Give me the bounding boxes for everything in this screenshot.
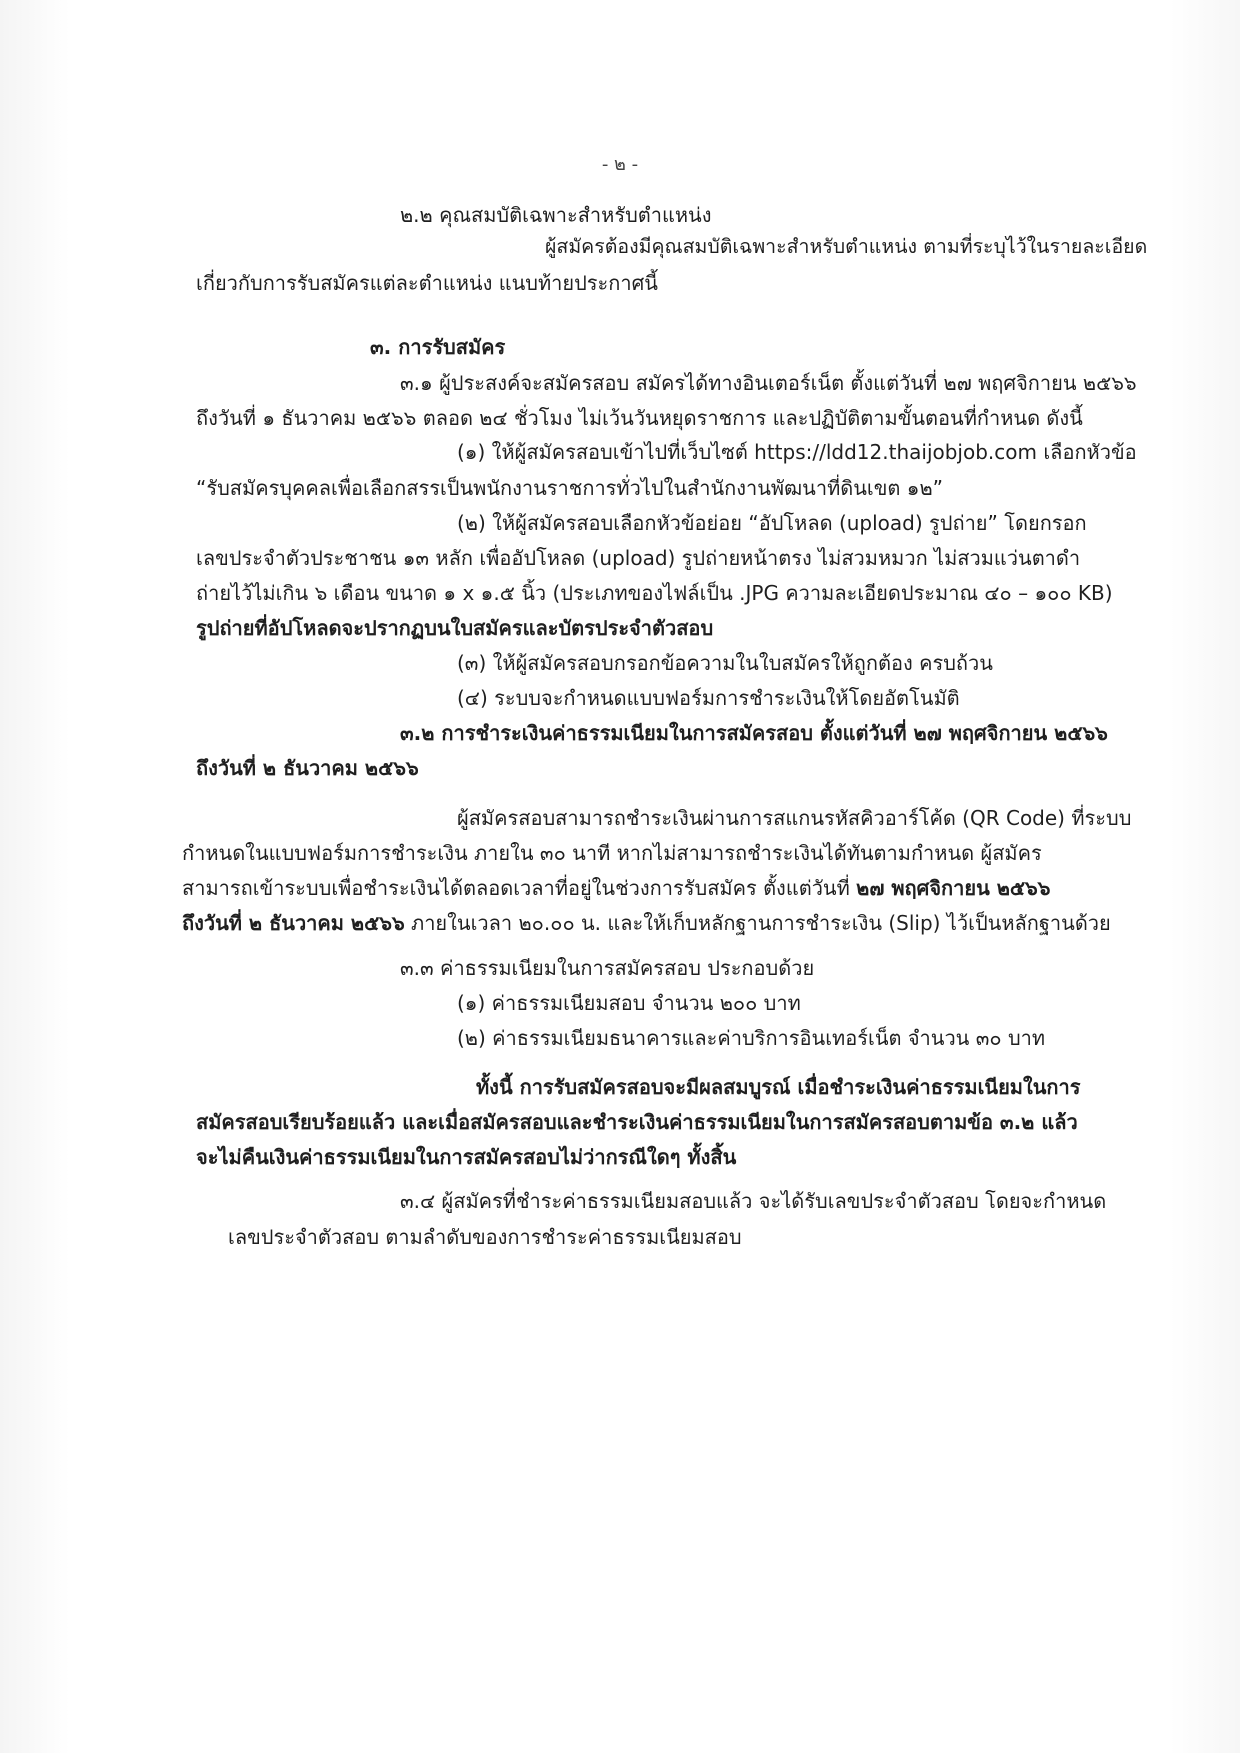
section-3-3-item-2: (๒) ค่าธรรมเนียมธนาคารและค่าบริการอินเทอร์เน็ต จำนวน ๓๐ บาท	[457, 1026, 1046, 1050]
note-line-3: จะไม่คืนเงินค่าธรรมเนียมในการสมัครสอบไม่ว่ากรณีใดๆ ทั้งสิ้น	[196, 1145, 737, 1169]
item-2-line-3: ถ่ายไว้ไม่เกิน ๖ เดือน ขนาด ๑ x ๑.๕ นิ้ว (ประเภทของไฟล์เป็น .JPG ความละเอียดประมาณ ๔๐ – ๑๐๐ KB)	[196, 581, 1113, 605]
page-number: - ๒ -	[601, 154, 639, 175]
section-3-2-paragraph-line-4	[182, 908, 1111, 938]
section-3-2-line-2: ถึงวันที่ ๒ ธันวาคม ๒๕๖๖	[196, 756, 419, 780]
item-1-line-1: (๑) ให้ผู้สมัครสอบเข้าไปที่เว็บไซต์ https://ldd12.thaijobjob.com เลือกหัวข้อ	[457, 440, 1137, 464]
section-3-2-paragraph-line-3-text: สามารถเข้าระบบเพื่อชำระเงินได้ตลอดเวลาที่อยู่ในช่วงการรับสมัคร ตั้งแต่วันที่	[182, 876, 857, 900]
note-line-2: สมัครสอบเรียบร้อยแล้ว และเมื่อสมัครสอบและชำระเงินค่าธรรมเนียมในการสมัครสอบตามข้อ ๓.๒ แล้ว	[196, 1110, 1078, 1134]
note-line-1: ทั้งนี้ การรับสมัครสอบจะมีผลสมบูรณ์ เมื่อชำระเงินค่าธรรมเนียมในการ	[476, 1075, 1081, 1099]
section-3-1-line-2: ถึงวันที่ ๑ ธันวาคม ๒๕๖๖ ตลอด ๒๔ ชั่วโมง ไม่เว้นวันหยุดราชการ และปฏิบัติตามขั้นตอนที่กำหนด ดังนี้	[196, 406, 1083, 430]
item-2-line-2: เลขประจำตัวประชาชน ๑๓ หลัก เพื่ออัปโหลด (upload) รูปถ่ายหน้าตรง ไม่สวมหมวก ไม่สวมแว่นตาดำ	[196, 546, 1081, 570]
section-2-2-paragraph-line-2: เกี่ยวกับการรับสมัครแต่ละตำแหน่ง แนบท้ายประกาศนี้	[196, 271, 658, 295]
section-3-heading: ๓. การรับสมัคร	[370, 335, 506, 359]
section-3-2-line-1: ๓.๒ การชำระเงินค่าธรรมเนียมในการสมัครสอบ ตั้งแต่วันที่ ๒๗ พฤศจิกายน ๒๕๖๖	[400, 721, 1108, 745]
section-3-3-item-1: (๑) ค่าธรรมเนียมสอบ จำนวน ๒๐๐ บาท	[457, 991, 801, 1015]
section-3-2-paragraph-line-1: ผู้สมัครสอบสามารถชำระเงินผ่านการสแกนรหัสคิวอาร์โค้ด (QR Code) ที่ระบบ	[457, 806, 1132, 830]
item-2-line-4: รูปถ่ายที่อัปโหลดจะปรากฏบนใบสมัครและบัตรประจำตัวสอบ	[196, 616, 714, 640]
section-2-2-paragraph-line-1: ผู้สมัครต้องมีคุณสมบัติเฉพาะสำหรับตำแหน่ง ตามที่ระบุไว้ในรายละเอียด	[545, 235, 1148, 258]
item-2-line-1: (๒) ให้ผู้สมัครสอบเลือกหัวข้อย่อย “อัปโหลด (upload) รูปถ่าย” โดยกรอก	[457, 511, 1087, 535]
section-3-2-paragraph-line-3-date: ๒๗ พฤศจิกายน ๒๕๖๖	[856, 876, 1051, 900]
section-3-4-line-2: เลขประจำตัวสอบ ตามลำดับของการชำระค่าธรรมเนียมสอบ	[228, 1225, 742, 1249]
item-1-line-2: “รับสมัครบุคคลเพื่อเลือกสรรเป็นพนักงานราชการทั่วไปในสำนักงานพัฒนาที่ดินเขต ๑๒”	[196, 476, 944, 500]
section-3-1-line-1: ๓.๑ ผู้ประสงค์จะสมัครสอบ สมัครได้ทางอินเตอร์เน็ต ตั้งแต่วันที่ ๒๗ พฤศจิกายน ๒๕๖๖	[400, 371, 1137, 395]
item-4: (๔) ระบบจะกำหนดแบบฟอร์มการชำระเงินให้โดยอัตโนมัติ	[457, 686, 960, 710]
section-3-3-heading: ๓.๓ ค่าธรรมเนียมในการสมัครสอบ ประกอบด้วย	[400, 956, 815, 980]
section-3-2-paragraph-line-4-date: ถึงวันที่ ๒ ธันวาคม ๒๕๖๖	[182, 911, 405, 935]
item-3: (๓) ให้ผู้สมัครสอบกรอกข้อความในใบสมัครให้ถูกต้อง ครบถ้วน	[457, 651, 993, 675]
section-3-2-paragraph-line-3	[182, 873, 1050, 903]
section-3-2-paragraph-line-4-text: ภายในเวลา ๒๐.๐๐ น. และให้เก็บหลักฐานการชำระเงิน (Slip) ไว้เป็นหลักฐานด้วย	[404, 911, 1111, 935]
section-3-2-paragraph-line-2: กำหนดในแบบฟอร์มการชำระเงิน ภายใน ๓๐ นาที หากไม่สามารถชำระเงินได้ทันตามกำหนด ผู้สมัคร	[182, 841, 1042, 865]
section-3-4-line-1: ๓.๔ ผู้สมัครที่ชำระค่าธรรมเนียมสอบแล้ว จะได้รับเลขประจำตัวสอบ โดยจะกำหนด	[400, 1189, 1107, 1213]
section-2-2-heading: ๒.๒ คุณสมบัติเฉพาะสำหรับตำแหน่ง	[400, 203, 712, 227]
